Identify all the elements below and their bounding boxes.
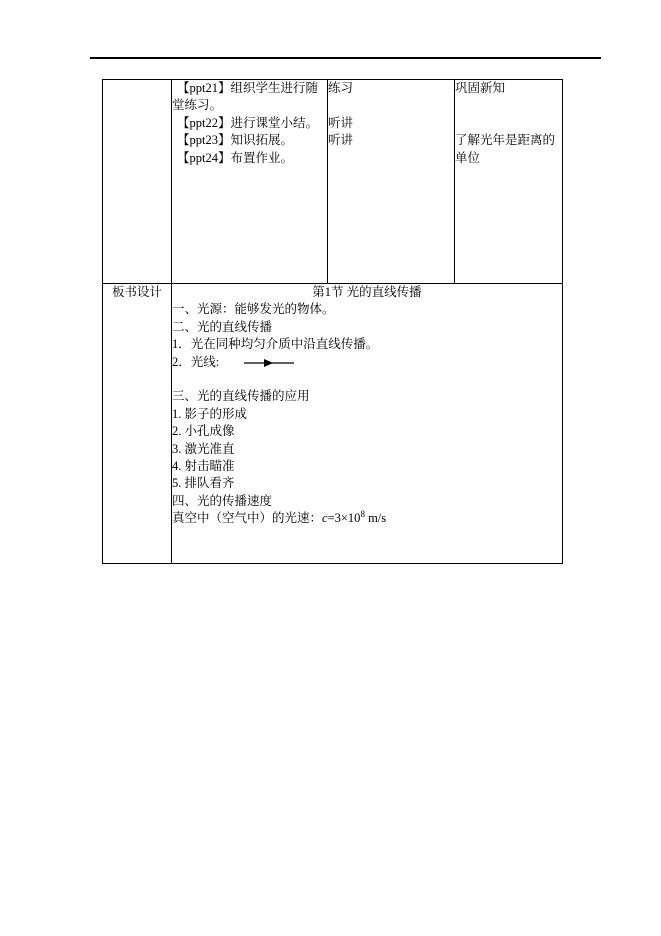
header-rule xyxy=(90,57,601,59)
spacer xyxy=(172,371,562,388)
board-line: 四、光的传播速度 xyxy=(172,493,273,508)
spacer xyxy=(455,97,562,132)
board-line: 4. 射击瞄准 xyxy=(172,459,235,474)
ray-label: 2．光线: xyxy=(172,354,220,369)
board-design-content-cell xyxy=(172,284,563,564)
empty-left-cell xyxy=(103,80,172,284)
teaching-process-row xyxy=(103,80,563,284)
light-speed-line xyxy=(172,510,562,527)
board-line: 三、光的直线传播的应用 xyxy=(172,389,310,404)
board-line: 1．光在同种均匀介质中沿直线传播。 xyxy=(172,337,379,352)
formula-equation: =3×10 xyxy=(327,511,361,526)
board-design-label: 板书设计 xyxy=(111,285,162,299)
design-intent-cell xyxy=(455,80,563,284)
teacher-activity-item: 【ppt24】布置作业。 xyxy=(177,150,293,165)
board-line: 5. 排队看齐 xyxy=(172,476,235,491)
student-activity-cell xyxy=(328,80,455,284)
design-intent-line: 了解光年是距离的单位 xyxy=(455,133,556,165)
student-activity-line: 练习 xyxy=(328,81,354,95)
board-line: 3. 激光准直 xyxy=(172,441,235,456)
board-design-row xyxy=(103,284,563,564)
lesson-plan-table xyxy=(102,79,563,564)
board-line: 2. 小孔成像 xyxy=(172,424,235,439)
student-activity-line: 听讲 xyxy=(328,133,354,148)
board-line: 一、光源：能够发光的物体。 xyxy=(172,302,335,317)
board-design-label-cell xyxy=(103,284,172,564)
board-line: 二、光的直线传播 xyxy=(172,319,273,334)
design-intent-line: 巩固新知 xyxy=(455,81,506,95)
formula-exponent: 8 xyxy=(360,509,365,520)
teacher-activity-cell xyxy=(172,80,328,284)
spacer xyxy=(328,97,454,114)
light-ray-arrow-icon xyxy=(243,358,295,368)
student-activity-line: 听讲 xyxy=(328,115,354,130)
teacher-activity-item: 【ppt22】进行课堂小结。 xyxy=(177,115,318,130)
light-speed-prefix: 真空中（空气中）的光速： xyxy=(172,511,323,526)
teacher-activity-item: 【ppt23】知识拓展。 xyxy=(177,133,293,148)
formula-variable: c xyxy=(322,511,328,526)
formula-unit: m/s xyxy=(364,511,387,526)
board-title: 第1节 光的直线传播 xyxy=(312,285,422,299)
board-line: 1. 影子的形成 xyxy=(172,406,248,421)
board-line-ray xyxy=(172,354,562,371)
teacher-activity-item: 【ppt21】组织学生进行随堂练习。 xyxy=(172,81,318,113)
